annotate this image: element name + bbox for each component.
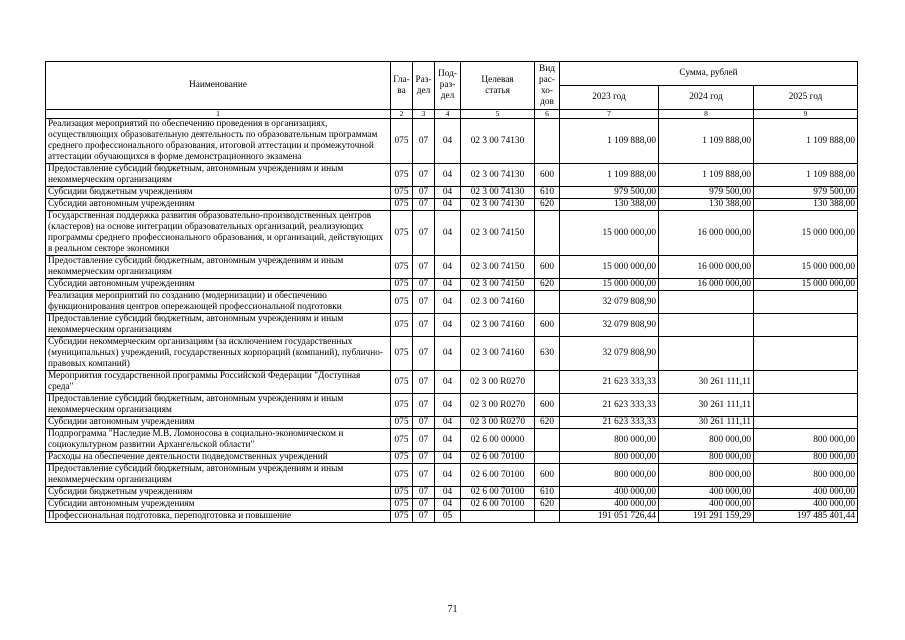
row-podrazdel: 04 [435, 314, 461, 337]
row-target: 02 6 00 70100 [461, 464, 535, 487]
row-podrazdel: 04 [435, 279, 461, 291]
row-razdel: 07 [413, 164, 435, 187]
row-sum-2024: 16 000 000,00 [659, 256, 754, 279]
row-sum-2025 [754, 291, 858, 314]
row-target: 02 3 00 74150 [461, 256, 535, 279]
row-sum-2025: 15 000 000,00 [754, 211, 858, 256]
row-target: 02 3 00 74130 [461, 164, 535, 187]
table-row [46, 394, 858, 417]
row-target: 02 3 00 74160 [461, 314, 535, 337]
row-vid: 620 [535, 199, 560, 211]
row-vid [535, 511, 560, 523]
row-sum-2024: 30 261 111,11 [659, 394, 754, 417]
table-row [46, 511, 858, 523]
row-sum-2023: 800 000,00 [560, 452, 659, 464]
row-podrazdel: 04 [435, 429, 461, 452]
row-sum-2025 [754, 417, 858, 429]
row-sum-2024: 400 000,00 [659, 499, 754, 511]
row-name: Реализация мероприятий по обеспечению проведения в организациях, осуществляющих образовательную деятельность по образовательным программам среднего профессионального образования, итоговой аттестации и промежуточной аттестации обучающихся в форме демонстрационного экзамена [46, 119, 391, 164]
row-vid: 600 [535, 314, 560, 337]
table-row [46, 211, 858, 256]
row-target: 02 3 00 R0270 [461, 371, 535, 394]
header-label: Гла- ва [393, 74, 410, 96]
table-row [46, 464, 858, 487]
row-vid: 630 [535, 337, 560, 371]
col-number: 4 [435, 110, 461, 119]
row-razdel: 07 [413, 464, 435, 487]
header-podrazdel [435, 62, 461, 110]
row-sum-2024: 979 500,00 [659, 187, 754, 199]
row-sum-2025: 800 000,00 [754, 452, 858, 464]
table-row [46, 256, 858, 279]
row-name: Предоставление субсидий бюджетным, автономным учреждениям и иным некоммерческим организациям [46, 464, 391, 487]
header-sum: Сумма, рублей [560, 62, 858, 86]
row-glava: 075 [391, 371, 413, 394]
row-sum-2025: 1 109 888,00 [754, 164, 858, 187]
row-name: Субсидии автономным учреждениям [46, 417, 391, 429]
col-number: 7 [560, 110, 659, 119]
header-year-2025: 2025 год [754, 86, 858, 110]
col-number: 5 [461, 110, 535, 119]
row-sum-2023: 400 000,00 [560, 487, 659, 499]
row-sum-2025: 800 000,00 [754, 429, 858, 452]
row-sum-2023: 1 109 888,00 [560, 164, 659, 187]
header-target [461, 62, 535, 110]
row-sum-2023: 32 079 808,90 [560, 314, 659, 337]
table-row [46, 417, 858, 429]
table-row [46, 314, 858, 337]
header-label: Под- раз- дел [438, 69, 457, 101]
row-sum-2025: 979 500,00 [754, 187, 858, 199]
row-vid: 610 [535, 187, 560, 199]
row-glava: 075 [391, 394, 413, 417]
row-sum-2025 [754, 337, 858, 371]
row-podrazdel: 04 [435, 337, 461, 371]
row-glava: 075 [391, 211, 413, 256]
row-glava: 075 [391, 429, 413, 452]
table-header [46, 62, 858, 119]
row-target: 02 3 00 R0270 [461, 394, 535, 417]
table-row [46, 429, 858, 452]
row-podrazdel: 04 [435, 499, 461, 511]
row-sum-2023: 800 000,00 [560, 464, 659, 487]
row-sum-2023: 32 079 808,90 [560, 291, 659, 314]
row-vid [535, 119, 560, 164]
table-row [46, 187, 858, 199]
row-vid: 620 [535, 417, 560, 429]
row-podrazdel: 04 [435, 452, 461, 464]
row-sum-2023: 21 623 333,33 [560, 417, 659, 429]
row-glava: 075 [391, 487, 413, 499]
row-sum-2025: 15 000 000,00 [754, 256, 858, 279]
row-sum-2024: 30 261 111,11 [659, 371, 754, 394]
row-razdel: 07 [413, 394, 435, 417]
row-target: 02 3 00 74150 [461, 279, 535, 291]
row-sum-2025: 130 388,00 [754, 199, 858, 211]
col-number: 6 [535, 110, 560, 119]
header-label: Целевая статья [481, 74, 514, 96]
row-razdel: 07 [413, 314, 435, 337]
row-target: 02 3 00 74130 [461, 187, 535, 199]
row-target: 02 3 00 74130 [461, 199, 535, 211]
col-number: 3 [413, 110, 435, 119]
table-row [46, 487, 858, 499]
budget-table [45, 61, 858, 523]
header-glava [391, 62, 413, 110]
row-vid [535, 452, 560, 464]
row-name: Реализация мероприятий по созданию (модернизации) и обеспечению функционирования центров опережающей профессиональной подготовки [46, 291, 391, 314]
row-name: Государственная поддержка развития образовательно-производственных центров (кластеров) на основе интеграции образовательных организаций, реализующих программы среднего профессионального образования, и организаций, действующих в реальном секторе экономики [46, 211, 391, 256]
row-glava: 075 [391, 417, 413, 429]
row-target: 02 6 00 70100 [461, 499, 535, 511]
row-glava: 075 [391, 314, 413, 337]
row-vid: 600 [535, 464, 560, 487]
row-sum-2024: 16 000 000,00 [659, 279, 754, 291]
row-target: 02 3 00 74160 [461, 291, 535, 314]
col-number: 9 [754, 110, 858, 119]
row-sum-2025: 400 000,00 [754, 499, 858, 511]
row-glava: 075 [391, 256, 413, 279]
table-row [46, 119, 858, 164]
row-sum-2025 [754, 394, 858, 417]
row-razdel: 07 [413, 487, 435, 499]
col-number: 8 [659, 110, 754, 119]
col-number: 2 [391, 110, 413, 119]
row-podrazdel: 04 [435, 256, 461, 279]
row-name: Профессиональная подготовка, переподготовка и повышение [46, 511, 391, 523]
row-name: Подпрограмма "Наследие М.В. Ломоносова в социально-экономическом и социокультурном развитии Архангельской области" [46, 429, 391, 452]
row-name: Субсидии бюджетным учреждениям [46, 187, 391, 199]
row-sum-2023: 1 109 888,00 [560, 119, 659, 164]
row-sum-2025: 15 000 000,00 [754, 279, 858, 291]
row-vid [535, 429, 560, 452]
row-razdel: 07 [413, 291, 435, 314]
row-sum-2024: 30 261 111,11 [659, 417, 754, 429]
row-razdel: 07 [413, 211, 435, 256]
row-podrazdel: 04 [435, 199, 461, 211]
row-vid: 610 [535, 487, 560, 499]
row-razdel: 07 [413, 119, 435, 164]
row-sum-2025 [754, 371, 858, 394]
row-name: Субсидии автономным учреждениям [46, 199, 391, 211]
row-sum-2023: 130 388,00 [560, 199, 659, 211]
row-razdel: 07 [413, 337, 435, 371]
table-body [46, 119, 858, 523]
row-sum-2025: 400 000,00 [754, 487, 858, 499]
row-name: Мероприятия государственной программы Российской Федерации "Доступная среда" [46, 371, 391, 394]
row-glava: 075 [391, 164, 413, 187]
row-target: 02 3 00 74150 [461, 211, 535, 256]
row-podrazdel: 04 [435, 394, 461, 417]
row-sum-2024: 130 388,00 [659, 199, 754, 211]
row-podrazdel: 04 [435, 119, 461, 164]
row-vid [535, 371, 560, 394]
row-glava: 075 [391, 119, 413, 164]
row-sum-2025: 800 000,00 [754, 464, 858, 487]
row-podrazdel: 04 [435, 371, 461, 394]
row-sum-2025: 1 109 888,00 [754, 119, 858, 164]
row-sum-2024: 800 000,00 [659, 464, 754, 487]
table-row [46, 279, 858, 291]
row-sum-2023: 400 000,00 [560, 499, 659, 511]
row-razdel: 07 [413, 187, 435, 199]
header-year-2023: 2023 год [560, 86, 659, 110]
row-sum-2023: 15 000 000,00 [560, 211, 659, 256]
row-target: 02 3 00 74130 [461, 119, 535, 164]
row-podrazdel: 04 [435, 487, 461, 499]
row-name: Предоставление субсидий бюджетным, автономным учреждениям и иным некоммерческим организациям [46, 314, 391, 337]
row-sum-2023: 191 051 726,44 [560, 511, 659, 523]
row-sum-2023: 800 000,00 [560, 429, 659, 452]
row-sum-2024 [659, 337, 754, 371]
row-name: Предоставление субсидий бюджетным, автономным учреждениям и иным некоммерческим организациям [46, 394, 391, 417]
row-sum-2024: 800 000,00 [659, 429, 754, 452]
row-sum-2023: 979 500,00 [560, 187, 659, 199]
column-number-row [46, 110, 858, 119]
row-sum-2024 [659, 314, 754, 337]
row-glava: 075 [391, 464, 413, 487]
row-podrazdel: 05 [435, 511, 461, 523]
col-number: 1 [46, 110, 391, 119]
row-sum-2023: 21 623 333,33 [560, 394, 659, 417]
row-glava: 075 [391, 279, 413, 291]
row-podrazdel: 04 [435, 211, 461, 256]
row-podrazdel: 04 [435, 464, 461, 487]
row-sum-2024: 16 000 000,00 [659, 211, 754, 256]
row-razdel: 07 [413, 511, 435, 523]
row-sum-2024: 400 000,00 [659, 487, 754, 499]
row-glava: 075 [391, 452, 413, 464]
row-razdel: 07 [413, 279, 435, 291]
row-name: Субсидии некоммерческим организациям (за исключением государственных (муниципальных) учреждений, государственных корпораций (компаний), публично-правовых компаний) [46, 337, 391, 371]
row-glava: 075 [391, 499, 413, 511]
row-glava: 075 [391, 187, 413, 199]
row-podrazdel: 04 [435, 417, 461, 429]
row-vid [535, 291, 560, 314]
row-vid [535, 211, 560, 256]
row-podrazdel: 04 [435, 291, 461, 314]
row-target: 02 6 00 70100 [461, 452, 535, 464]
page-number: 71 [447, 604, 458, 615]
header-name: Наименование [46, 62, 391, 110]
row-glava: 075 [391, 291, 413, 314]
row-vid: 600 [535, 394, 560, 417]
row-sum-2023: 15 000 000,00 [560, 256, 659, 279]
row-name: Субсидии автономным учреждениям [46, 499, 391, 511]
row-target: 02 3 00 74160 [461, 337, 535, 371]
row-vid: 600 [535, 164, 560, 187]
row-sum-2023: 32 079 808,90 [560, 337, 659, 371]
row-razdel: 07 [413, 499, 435, 511]
row-sum-2024 [659, 291, 754, 314]
row-name: Предоставление субсидий бюджетным, автономным учреждениям и иным некоммерческим организациям [46, 256, 391, 279]
table-row [46, 164, 858, 187]
table-row [46, 199, 858, 211]
row-podrazdel: 04 [435, 187, 461, 199]
row-razdel: 07 [413, 371, 435, 394]
row-sum-2023: 21 623 333,33 [560, 371, 659, 394]
table-row [46, 337, 858, 371]
row-name: Субсидии бюджетным учреждениям [46, 487, 391, 499]
row-sum-2024: 800 000,00 [659, 452, 754, 464]
row-razdel: 07 [413, 417, 435, 429]
table-row [46, 499, 858, 511]
row-target [461, 511, 535, 523]
row-sum-2024: 1 109 888,00 [659, 119, 754, 164]
header-label: Раз- дел [415, 74, 432, 96]
row-target: 02 3 00 R0270 [461, 417, 535, 429]
header-label: Вид рас- хо- дов [539, 63, 555, 107]
header-razdel [413, 62, 435, 110]
row-sum-2025 [754, 314, 858, 337]
row-glava: 075 [391, 511, 413, 523]
row-sum-2025: 197 485 401,44 [754, 511, 858, 523]
row-razdel: 07 [413, 452, 435, 464]
row-glava: 075 [391, 199, 413, 211]
row-vid: 620 [535, 279, 560, 291]
row-vid: 600 [535, 256, 560, 279]
row-name: Расходы на обеспечение деятельности подведомственных учреждений [46, 452, 391, 464]
row-name: Предоставление субсидий бюджетным, автономным учреждениям и иным некоммерческим организациям [46, 164, 391, 187]
row-sum-2024: 191 291 159,29 [659, 511, 754, 523]
row-razdel: 07 [413, 256, 435, 279]
table-row [46, 371, 858, 394]
table-row [46, 452, 858, 464]
row-razdel: 07 [413, 199, 435, 211]
header-vid [535, 62, 560, 110]
row-sum-2024: 1 109 888,00 [659, 164, 754, 187]
row-vid: 620 [535, 499, 560, 511]
table-row [46, 291, 858, 314]
header-year-2024: 2024 год [659, 86, 754, 110]
row-glava: 075 [391, 337, 413, 371]
row-target: 02 6 00 00000 [461, 429, 535, 452]
row-razdel: 07 [413, 429, 435, 452]
row-name: Субсидии автономным учреждениям [46, 279, 391, 291]
row-podrazdel: 04 [435, 164, 461, 187]
row-target: 02 6 00 70100 [461, 487, 535, 499]
row-sum-2023: 15 000 000,00 [560, 279, 659, 291]
